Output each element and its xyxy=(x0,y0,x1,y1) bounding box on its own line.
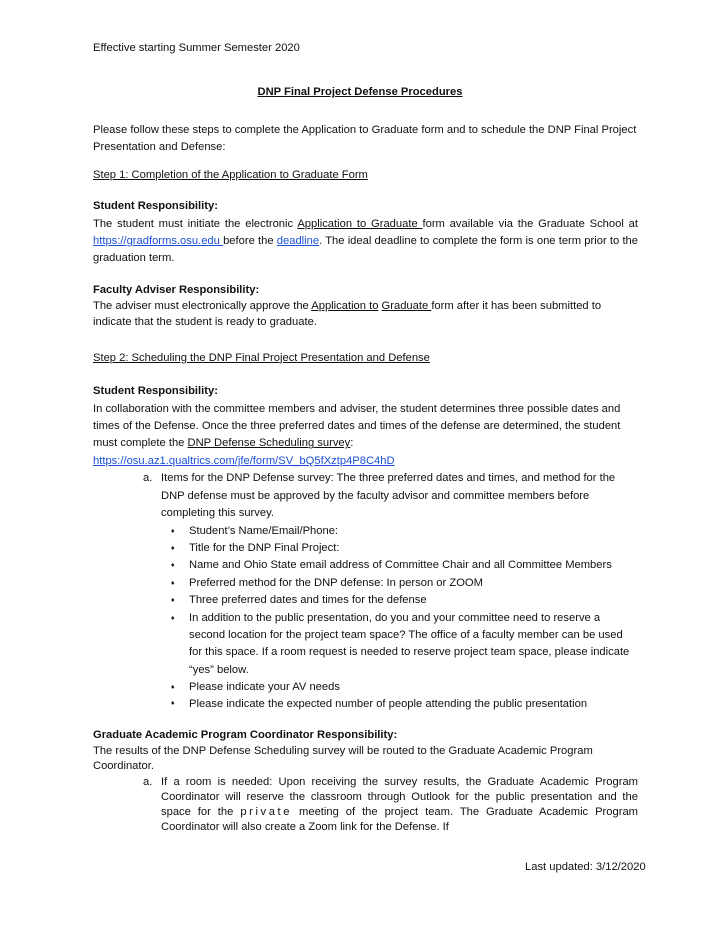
text-run: In collaboration with the committee members and adviser, the student determines three possible dates and times of the Defense. Once the three preferred dates and times of the defense are determined, the student must complete the xyxy=(93,402,621,450)
step1-heading: Step 1: Completion of the Application to Graduate Form xyxy=(93,168,368,181)
document-body xyxy=(93,122,638,836)
bullet-item: ♦ Student’s Name/Email/Phone: xyxy=(171,523,638,540)
survey-fields-list xyxy=(161,523,638,711)
coordinator-list xyxy=(143,775,638,836)
step1-faculty-heading: Faculty Adviser Responsibility: xyxy=(93,283,260,296)
text-run: The student must initiate the electronic xyxy=(93,217,298,230)
survey-items-description: Items for the DNP Defense survey: The three preferred dates and times, and method for the DNP defense must be approved by the faculty advisor and committee members before completing this survey. xyxy=(161,472,616,520)
bullet-item: ♦ Preferred method for the DNP defense: In person or ZOOM xyxy=(171,575,638,592)
coordinator-paragraph: The results of the DNP Defense Scheduling survey will be routed to the Graduate Academic Program Coordinator. xyxy=(93,744,593,773)
qualtrics-survey-link[interactable]: https://osu.az1.qualtrics.com/jfe/form/SV_bQ5fXztp4P8C4hD xyxy=(93,454,395,467)
step2-student-paragraph xyxy=(93,401,638,471)
bullet-item: ♦ Name and Ohio State email address of Committee Chair and all Committee Members xyxy=(171,557,638,574)
bullet-item: ♦ Title for the DNP Final Project: xyxy=(171,540,638,557)
coordinator-heading: Graduate Academic Program Coordinator Responsibility: xyxy=(93,728,398,741)
graduate-link[interactable]: Graduate xyxy=(381,300,432,313)
step2-student-heading: Student Responsibility: xyxy=(93,385,218,398)
step2-heading: Step 2: Scheduling the DNP Final Project Presentation and Defense xyxy=(93,351,430,364)
step1-student-paragraph xyxy=(93,216,638,268)
bullet-item: ♦ Please indicate the expected number of people attending the public presentation xyxy=(171,697,638,711)
list-item xyxy=(143,775,638,836)
list-item xyxy=(143,470,638,710)
application-to-graduate-link[interactable]: Application to Graduate xyxy=(297,217,423,230)
private-emphasis: private xyxy=(240,806,293,819)
intro-paragraph: Please follow these steps to complete the Application to Graduate form and to schedule the DNP Final Project Presentation and Defense: xyxy=(93,124,637,154)
application-to-link[interactable]: Application to xyxy=(311,300,379,313)
text-run: form after it has been submitted to indicate that the student is ready to graduate. xyxy=(93,300,602,328)
text-run: form available via the Graduate School at xyxy=(422,217,638,230)
bullet-item: ♦ Three preferred dates and times for the defense xyxy=(171,592,638,609)
text-run: If a room is needed: Upon receiving the survey results, the Graduate Academic Program Coordinator will reserve the classroom through Outlook for the public presentation and the space for the xyxy=(161,775,638,819)
text-run: The adviser must electronically approve the xyxy=(93,300,312,313)
deadline-link[interactable]: deadline xyxy=(276,235,320,248)
text-run: before the xyxy=(223,235,277,248)
bullet-item: ♦ Please indicate your AV needs xyxy=(171,679,638,696)
list-marker: a. xyxy=(143,775,153,788)
effective-date-note: Effective starting Summer Semester 2020 xyxy=(93,42,300,54)
survey-items-list xyxy=(143,470,638,710)
list-marker: a. xyxy=(143,472,153,485)
bullet-item: ♦ In addition to the public presentation, do you and your committee need to reserve a second location for the project team space? The office of a faculty member can be used for this space. If a room request is needed to reserve project team space, please indicate “yes” below. xyxy=(171,610,638,680)
text-run: meeting of the project team. The Graduate Academic Program Coordinator will also create a Zoom link for the Defense. If xyxy=(161,806,638,834)
step1-student-heading: Student Responsibility: xyxy=(93,200,218,213)
page-title: DNP Final Project Defense Procedures xyxy=(257,86,463,98)
dnp-scheduling-survey-link[interactable]: DNP Defense Scheduling survey xyxy=(187,437,351,450)
step1-faculty-paragraph xyxy=(93,299,638,330)
last-updated-note: Last updated: 3/12/2020 xyxy=(525,861,646,873)
gradforms-link[interactable]: https://gradforms.osu.edu xyxy=(93,235,224,248)
text-run: . The ideal deadline to complete the form is one term prior to the graduation term. xyxy=(93,235,638,265)
text-run: : xyxy=(350,437,354,450)
